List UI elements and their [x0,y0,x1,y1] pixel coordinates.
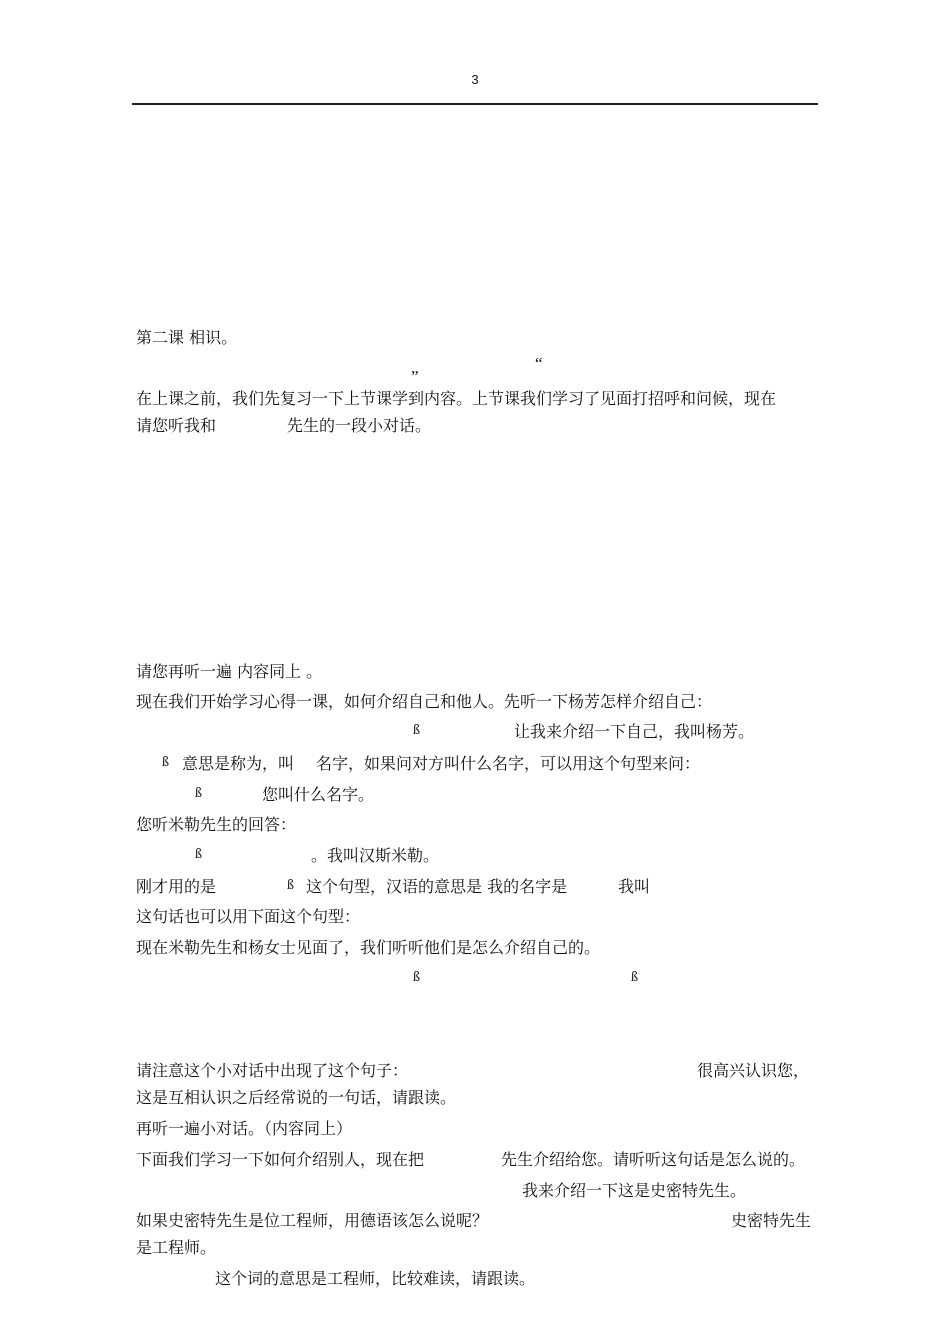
paragraph-line: 。我叫汉斯米勒。 [311,846,440,865]
paragraph-line: 再听一遍小对话。（内容同上） [136,1119,353,1138]
sharp-s-glyph: ß [162,755,169,770]
paragraph-line: 史密特先生 [731,1211,812,1230]
paragraph-line: 这个词的意思是工程师，比较难读，请跟读。 [215,1269,536,1288]
paragraph-line: 让我来介绍一下自己，我叫杨芳。 [514,722,755,741]
paragraph-line: 请注意这个小对话中出现了这个句子： [136,1061,409,1080]
paragraph-line: 我来介绍一下这是史密特先生。 [522,1181,747,1200]
opening-quote-mark: “ [535,354,543,373]
header-rule [132,103,818,105]
sharp-s-glyph: ß [287,878,294,893]
paragraph-line: 下面我们学习一下如何介绍别人，现在把 [136,1150,425,1169]
paragraph-line: 这个句型，汉语的意思是 我的名字是 [306,877,568,896]
paragraph-line: 这是互相认识之后经常说的一句话，请跟读。 [136,1088,457,1107]
page-number: 3 [471,72,479,87]
paragraph-line: 先生介绍给您。请听听这句话是怎么说的。 [501,1150,806,1169]
paragraph-line: 在上课之前，我们先复习一下上节课学到内容。上节课我们学习了见面打招呼和问候，现在 [136,389,777,408]
paragraph-line: 请您再听一遍 内容同上 。 [136,662,323,681]
paragraph-line: 刚才用的是 [136,877,217,896]
paragraph-line: 先生的一段小对话。 [287,416,432,435]
sharp-s-glyph: ß [195,847,202,862]
paragraph-line: 您听米勒先生的回答： [136,815,297,834]
paragraph-line: 这句话也可以用下面这个句型： [136,907,361,926]
lesson-title: 第二课 相识。 [136,328,238,347]
paragraph-line: 现在我们开始学习心得一课，如何介绍自己和他人。先听一下杨芳怎样介绍自己： [136,692,713,711]
paragraph-line: 现在米勒先生和杨女士见面了，我们听听他们是怎么介绍自己的。 [136,938,601,957]
sharp-s-glyph: ß [413,970,420,985]
paragraph-line: 是工程师。 [136,1238,217,1257]
sharp-s-glyph: ß [413,723,420,738]
paragraph-line: 您叫什么名字。 [262,785,375,804]
sharp-s-glyph: ß [631,970,638,985]
paragraph-line: 请您听我和 [136,416,217,435]
paragraph-line: 很高兴认识您， [697,1061,810,1080]
closing-quote-mark: „ [411,358,419,377]
paragraph-line: 如果史密特先生是位工程师，用德语该怎么说呢？ [136,1211,489,1230]
paragraph-line: 名字，如果问对方叫什么名字，可以用这个句型来问： [316,754,701,773]
paragraph-line: 意思是称为，叫 [182,754,295,773]
sharp-s-glyph: ß [195,786,202,801]
paragraph-line: 我叫 [618,877,651,896]
